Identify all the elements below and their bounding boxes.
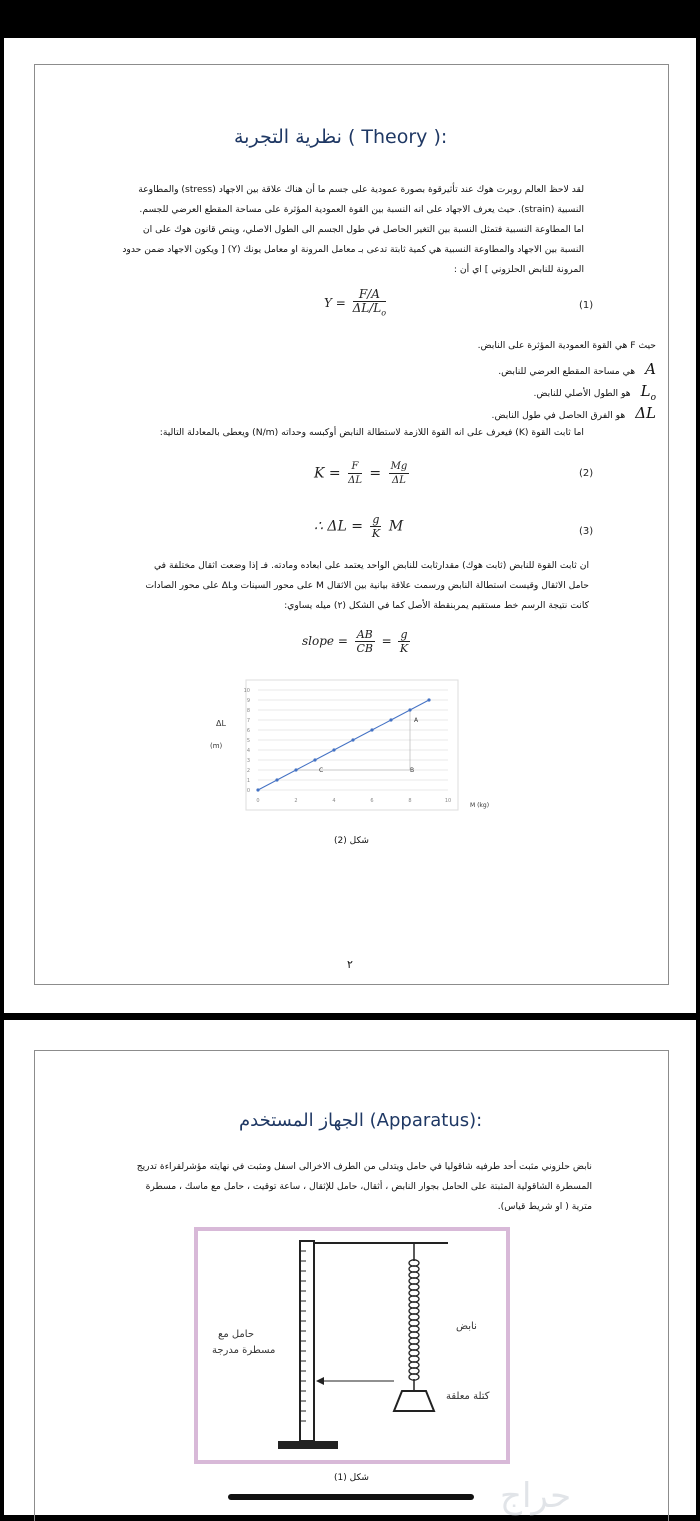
- fraction: [398, 628, 409, 655]
- text-line: نابض حلزوني مثبت أحد طرفيه شاقوليا في حامل ويتدلى من الطرف الاخرالى اسفل ومثبت في نهايته مؤشرلقراءة تدريج: [136, 1161, 592, 1172]
- page-number: ٢: [347, 958, 353, 971]
- equation-lhs: K =: [314, 465, 341, 482]
- apparatus-title: الجهاز المستخدم (Apparatus):: [239, 1110, 483, 1131]
- y-axis-label: ΔL: [216, 719, 226, 728]
- spring-label: نابض: [456, 1321, 477, 1332]
- fraction: [389, 460, 410, 487]
- graph-paragraph: [114, 556, 589, 616]
- subscript: o: [650, 393, 656, 403]
- text-line: لقد لاحظ العالم روبرت هوك عند تأثيرقوة بصورة عمودية على جسم ما أن هناك علاقة بين الاجهاد (stress) والمطاوعة: [138, 184, 584, 195]
- text-line: المرونة للنابض الحلزوني ] اي أن :: [453, 264, 584, 275]
- theory-paragraph: [114, 180, 584, 280]
- numerator: Mg: [390, 461, 408, 472]
- data-point: [370, 728, 373, 731]
- data-point: [351, 738, 354, 741]
- data-point: [389, 718, 392, 721]
- figure-1-caption: شكل (1): [334, 1473, 369, 1483]
- equation-number: (1): [579, 300, 594, 311]
- data-series-line: [258, 700, 429, 790]
- fraction: [353, 288, 386, 319]
- equation-rhs: M: [388, 518, 404, 535]
- y-tick-label: 4: [246, 748, 250, 754]
- text-line: المسطرة الشاقولية المثبتة على الحامل بجوار النابض ، أثقال، حامل للإثقال ، ساعة توقيت ، حامل مع ماسك ، مسطرة: [145, 1181, 592, 1192]
- symbol-letter: L: [640, 382, 651, 400]
- definition-text: هي مساحة المقطع العرضي للنابض.: [498, 366, 636, 377]
- data-point: [275, 778, 278, 781]
- text-line: النسبية (strain). حيث يعرف الاجهاد على انه النسبة بين القوة العمودية المؤثرة على مساحة المقطع العرضي للجسم.: [139, 204, 584, 215]
- figure-2-caption: شكل (2): [334, 836, 369, 846]
- equation-lhs: ∴ ΔL =: [314, 518, 363, 535]
- data-point: [332, 748, 335, 751]
- x-tick-label: 4: [332, 798, 336, 804]
- denominator: [353, 302, 386, 319]
- equation-number: (3): [579, 526, 594, 537]
- definition-text: هو الفرق الحاصل في طول النابض.: [491, 410, 626, 421]
- k-intro: اما ثابت القوة (K) فيعرف على انه القوة اللازمة لاستطالة النابض أوكبسه وحداته (N/m) ويعطى بالمعادلة التالية:: [159, 427, 584, 438]
- x-tick-label: 0: [256, 798, 260, 804]
- equation-lhs: Y =: [324, 296, 346, 311]
- annotation-a: A: [414, 717, 419, 724]
- definition-text: هو الطول الأصلي للنابض.: [533, 388, 631, 399]
- equation-young-modulus: [324, 288, 389, 319]
- mass-label: كتلة معلقة: [446, 1391, 490, 1402]
- annotation-c: C: [319, 767, 324, 774]
- denominator: CB: [356, 642, 373, 655]
- text-line: اما المطاوعة النسبية فتمثل النسبة بين التغير الحاصل في طول الجسم الى الطول الاصلي، وينص قانون هوك على ان: [142, 224, 584, 235]
- y-tick-label: 9: [246, 698, 250, 704]
- fraction: [348, 460, 362, 487]
- y-tick-label: 2: [246, 768, 250, 774]
- x-tick-label: 6: [370, 798, 374, 804]
- x-tick-label: 2: [294, 798, 298, 804]
- y-tick-label: 5: [246, 738, 250, 744]
- definition-delta-length: [492, 404, 656, 422]
- numerator: AB: [356, 628, 373, 641]
- document-page-2: [4, 1020, 696, 1515]
- fraction: [355, 628, 375, 655]
- y-tick-label: 8: [246, 708, 250, 714]
- subscript: o: [381, 308, 387, 318]
- y-tick-label: 10: [243, 688, 250, 694]
- denominator: ΔL: [348, 475, 362, 486]
- data-point: [294, 768, 297, 771]
- plot-frame: [243, 680, 458, 810]
- numerator: F/A: [353, 288, 386, 302]
- denominator: K: [399, 642, 409, 655]
- numerator: g: [372, 513, 380, 526]
- data-point: [256, 788, 259, 791]
- document-page-1: [4, 38, 696, 1013]
- annotation-b: B: [410, 767, 415, 774]
- data-point: [313, 758, 316, 761]
- equation-slope: slope = $\frac{AB}{CB}$ = $\frac{g}{K}$: [302, 628, 409, 655]
- ruler-label: مسطرة مدرجة: [212, 1345, 276, 1356]
- definition-length: [534, 382, 657, 403]
- definition-intro: حيث F هي القوة العمودية المؤثرة على النابض.: [477, 340, 656, 351]
- text-line: كانت نتيجة الرسم خط مستقيم يمربنقطة الأصل كما في الشكل (٢) ميله يساوي:: [284, 600, 589, 611]
- equation-number: (2): [579, 468, 594, 479]
- y-tick-label: 7: [246, 718, 250, 724]
- extension-vs-mass-chart: [204, 678, 504, 828]
- theory-title: نظرية التجربة ( Theory ):: [234, 126, 448, 148]
- x-tick-label: 8: [408, 798, 412, 804]
- y-tick-label: 1: [246, 778, 250, 784]
- denominator-text: ΔL/L: [352, 301, 382, 315]
- equation-spring-constant: K = $\frac{F}{\Delta L}$ = $\frac{Mg}{\Delta L}$: [314, 461, 408, 486]
- text-line: حامل الاثقال وقيست استطالة النابض ورسمت علاقة بيانية بين الاثقال M على محور السينات وΔL على محور الصادات: [145, 580, 589, 591]
- equation-extension: [314, 513, 403, 540]
- symbol: [640, 382, 656, 403]
- y-tick-label: 3: [246, 758, 250, 764]
- text-line: النسبة بين الاجهاد والمطاوعة النسبية هي كمية ثابتة تدعى بـ معامل المرونة او معامل يونك (Y) [ ويكون الاجهاد ضمن حدود: [122, 244, 584, 255]
- symbol: A: [645, 360, 656, 378]
- x-tick-label: 10: [444, 798, 452, 804]
- apparatus-paragraph: [119, 1157, 592, 1217]
- data-point: [427, 698, 430, 701]
- symbol: ΔL: [635, 404, 656, 422]
- data-point: [408, 708, 411, 711]
- fraction: [370, 513, 381, 540]
- y-axis-unit: (m): [210, 742, 223, 750]
- home-indicator[interactable]: [228, 1494, 474, 1500]
- y-tick-label: 0: [246, 788, 250, 794]
- denominator: ΔL: [391, 475, 406, 486]
- definition-area: [498, 360, 656, 378]
- text-line: ان ثابت القوة للنابض (ثابت هوك) مقدارثابت للنابض الواحد يعتمد على ابعاده ومادته. فـ إذا وضعت اثقال مختلفة في: [153, 560, 589, 571]
- numerator: F: [348, 460, 362, 474]
- equation-lhs: slope =: [302, 634, 348, 648]
- watermark-logo: حراج: [500, 1476, 572, 1516]
- numerator: g: [400, 628, 408, 641]
- stand-label: حامل مع: [218, 1329, 255, 1340]
- apparatus-figure: [194, 1227, 510, 1464]
- denominator: K: [371, 527, 381, 540]
- text-line: مترية ( او شريط قياس).: [497, 1201, 592, 1212]
- x-axis-label: M (kg): [470, 802, 490, 809]
- y-tick-label: 6: [246, 728, 250, 734]
